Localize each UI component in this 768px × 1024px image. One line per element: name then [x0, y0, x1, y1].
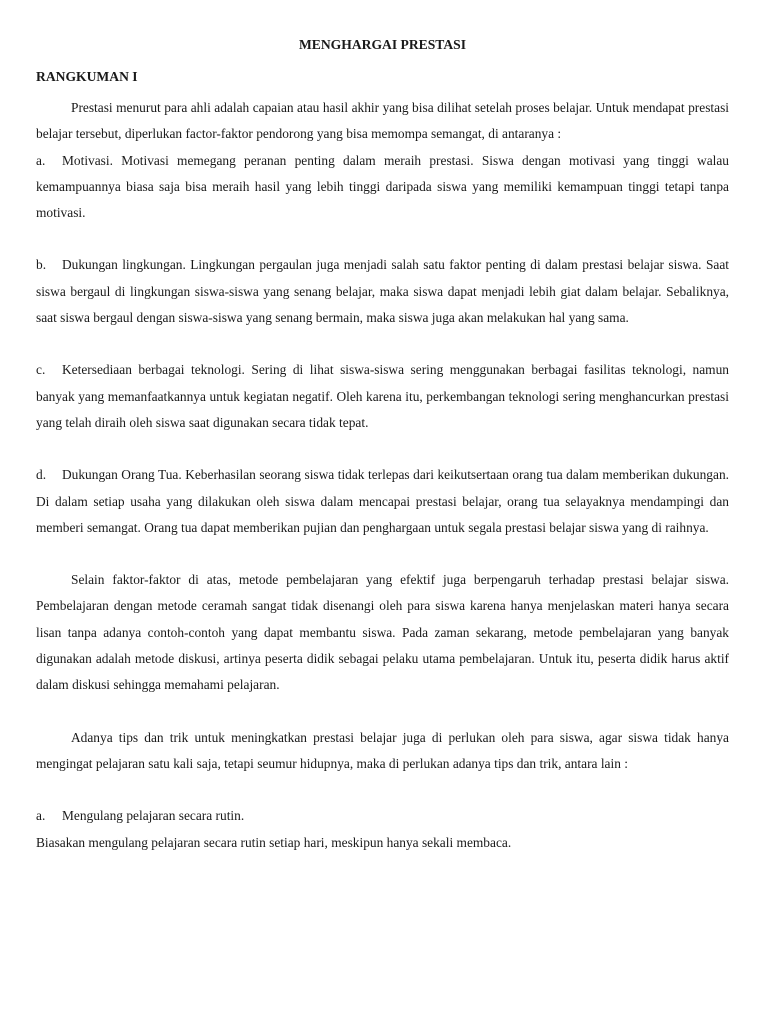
document-page: [36, 36, 729, 856]
paragraph-gap: [36, 699, 729, 725]
list-item-text: Ketersediaan berbagai teknologi. Sering di lihat siswa-siswa sering menggunakan berbagai fasilitas teknologi, namun banyak yang memanfaatkannya untuk kegiatan negatif. Oleh karena itu, perkembangan teknologi sering menghancurkan prestasi yang telah diraih oleh siswa saat digunakan secara tidak tepat.: [36, 362, 729, 430]
list-item-text: Motivasi. Motivasi memegang peranan penting dalam meraih prestasi. Siswa dengan motivasi yang tinggi walau kemampuannya biasa saja bisa meraih hasil yang lebih tinggi daripada siswa yang memiliki kemampuan tinggi tetapi tanpa motivasi.: [36, 152, 729, 221]
list-item-marker: b.: [36, 257, 47, 273]
paragraph-gap: [36, 226, 729, 252]
paragraph-gap: [36, 541, 729, 567]
list-item-marker: c.: [36, 362, 46, 378]
list-item-marker: d.: [36, 467, 47, 483]
section-heading: RANGKUMAN I: [36, 69, 138, 84]
list-item: [36, 462, 729, 541]
list-item-marker: a.: [36, 152, 46, 168]
intro-paragraph: Prestasi menurut para ahli adalah capaian atau hasil akhir yang bisa dilihat setelah proses belajar. Untuk mendapat prestasi belajar tersebut, diperlukan factor-faktor pendorong yang bisa memompa semangat, di antaranya :: [36, 100, 729, 142]
list-item: [36, 148, 729, 227]
document-title: MENGHARGAI PRESTASI: [298, 37, 467, 52]
tip-item-text: Biasakan mengulang pelajaran secara rutin setiap hari, meskipun hanya sekali membaca.: [36, 834, 512, 850]
list-item: [36, 357, 729, 436]
list-item-text: Dukungan lingkungan. Lingkungan pergaulan juga menjadi salah satu faktor penting di dalam prestasi belajar siswa. Saat siswa bergaul di lingkungan siswa-siswa yang senang belajar, maka siswa dapat menjadi lebih giat dalam belajar. Sebaliknya, saat siswa bergaul dengan siswa-siswa yang senang bermain, maka siswa juga akan melakukan hal yang sama.: [36, 257, 729, 326]
paragraph-gap: [36, 777, 729, 803]
tip-item-title: [36, 803, 729, 829]
paragraph-gap: [36, 436, 729, 462]
tips-paragraph: Adanya tips dan trik untuk meningkatkan prestasi belajar juga di perlukan oleh para siswa, agar siswa tidak hanya mengingat pelajaran satu kali saja, tetapi seumur hidupnya, maka di perlukan adanya tips dan trik, antara lain :: [36, 729, 729, 771]
tip-item-marker: a.: [36, 808, 46, 824]
list-item-text: Dukungan Orang Tua. Keberhasilan seorang siswa tidak terlepas dari keikutsertaan orang tua dalam memberikan dukungan. Di dalam setiap usaha yang dilakukan oleh siswa dalam mencapai prestasi belajar, orang tua selayaknya mendampingi dan memberi semangat. Orang tua dapat memberikan pujian dan penghargaan untuk segala prestasi belajar siswa yang di raihnya.: [36, 467, 729, 535]
tip-item-title-text: Mengulang pelajaran secara rutin.: [62, 808, 245, 824]
methods-paragraph: Selain faktor-faktor di atas, metode pembelajaran yang efektif juga berpengaruh terhadap prestasi belajar siswa. Pembelajaran dengan metode ceramah sangat tidak disenangi oleh para siswa karena hanya menjelaskan materi hanya secara lisan tanpa adanya contoh-contoh yang dapat membantu siswa. Pada zaman sekarang, metode pembelajaran yang banyak digunakan adalah metode diskusi, artinya peserta didik sebagai pelaku utama pembelajaran. Untuk itu, peserta didik harus aktif dalam diskusi sehingga memahami pelajaran.: [36, 572, 729, 693]
paragraph-gap: [36, 331, 729, 357]
list-item: [36, 252, 729, 331]
